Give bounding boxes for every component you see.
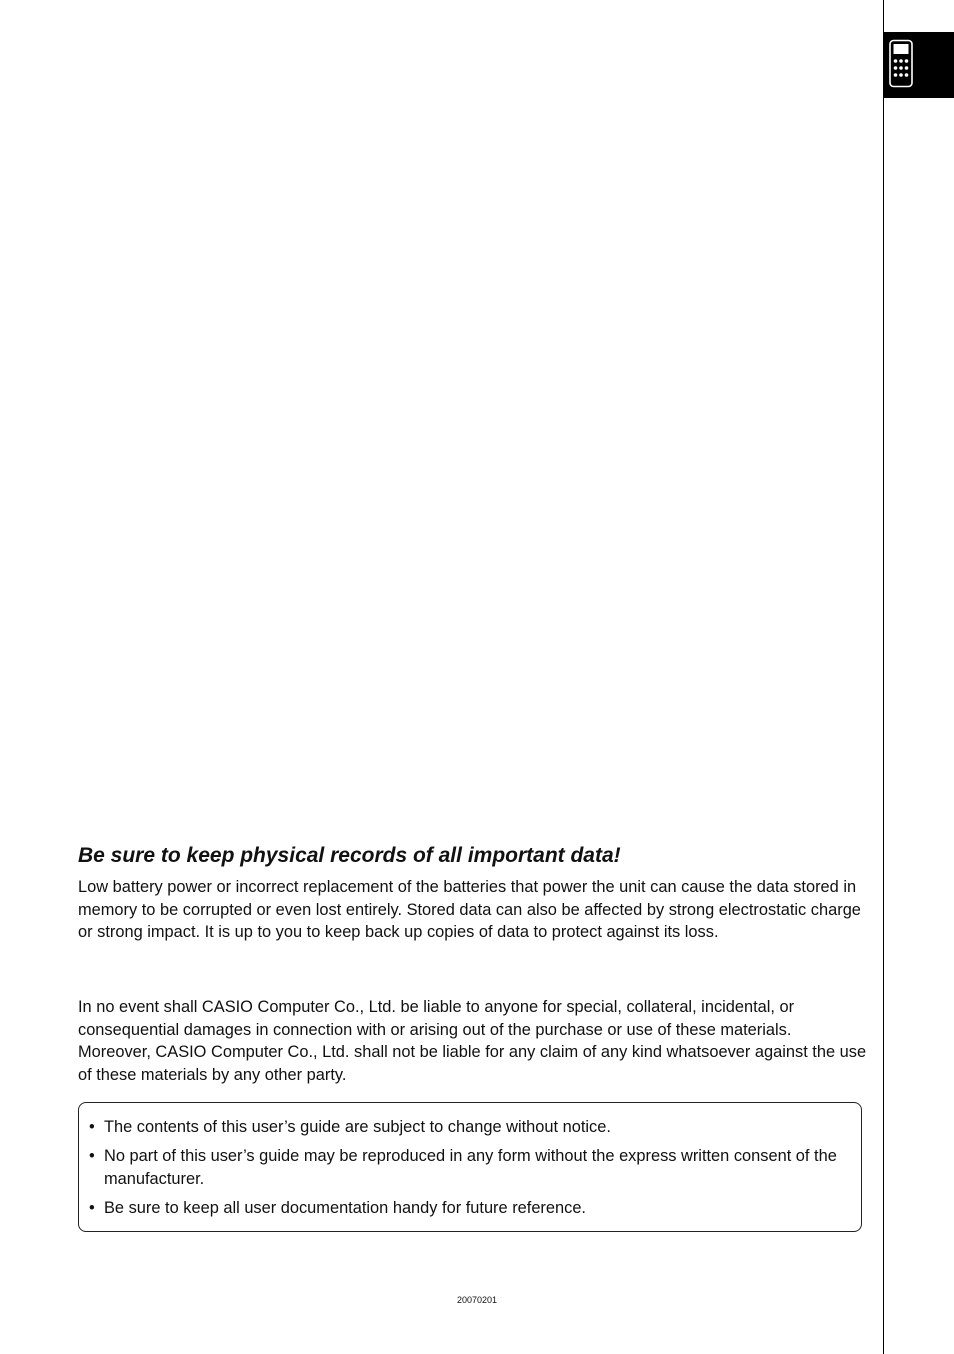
section-heading: Be sure to keep physical records of all important data!: [78, 844, 621, 867]
list-item: [89, 1116, 859, 1139]
chapter-tab: [884, 32, 954, 98]
list-item: [89, 1197, 859, 1220]
notice-box: [78, 1102, 862, 1232]
page-code: 20070201: [456, 1295, 498, 1305]
bullet: •: [89, 1198, 95, 1217]
notice-text: The contents of this user’s guide are subject to change without notice.: [104, 1118, 611, 1136]
liability-paragraph: In no event shall CASIO Computer Co., Ltd. be liable to anyone for special, collateral, incidental, or consequential damages in connection with or arising out of the purchase or use of these materials. Moreover, CASIO Computer Co., Ltd. shall not be liable for any claim of any kind whatsoever against the use of these materials by any other party.: [78, 998, 867, 1084]
calculator-icon: [887, 39, 915, 89]
data-backup-paragraph: Low battery power or incorrect replacement of the batteries that power the unit can cause the data stored in memory to be corrupted or even lost entirely. Stored data can also be affected by strong electrostatic charge or strong impact. It is up to you to keep back up copies of data to protect against its loss.: [78, 878, 861, 942]
notice-list: [89, 1116, 859, 1226]
bullet: •: [89, 1118, 95, 1136]
page-edge-rule: [883, 0, 884, 1354]
list-item: [89, 1145, 859, 1190]
notice-text: No part of this user’s guide may be reproduced in any form without the express written consent of the manufacturer.: [104, 1147, 837, 1188]
bullet: •: [89, 1147, 95, 1166]
notice-text: Be sure to keep all user documentation handy for future reference.: [104, 1198, 586, 1217]
